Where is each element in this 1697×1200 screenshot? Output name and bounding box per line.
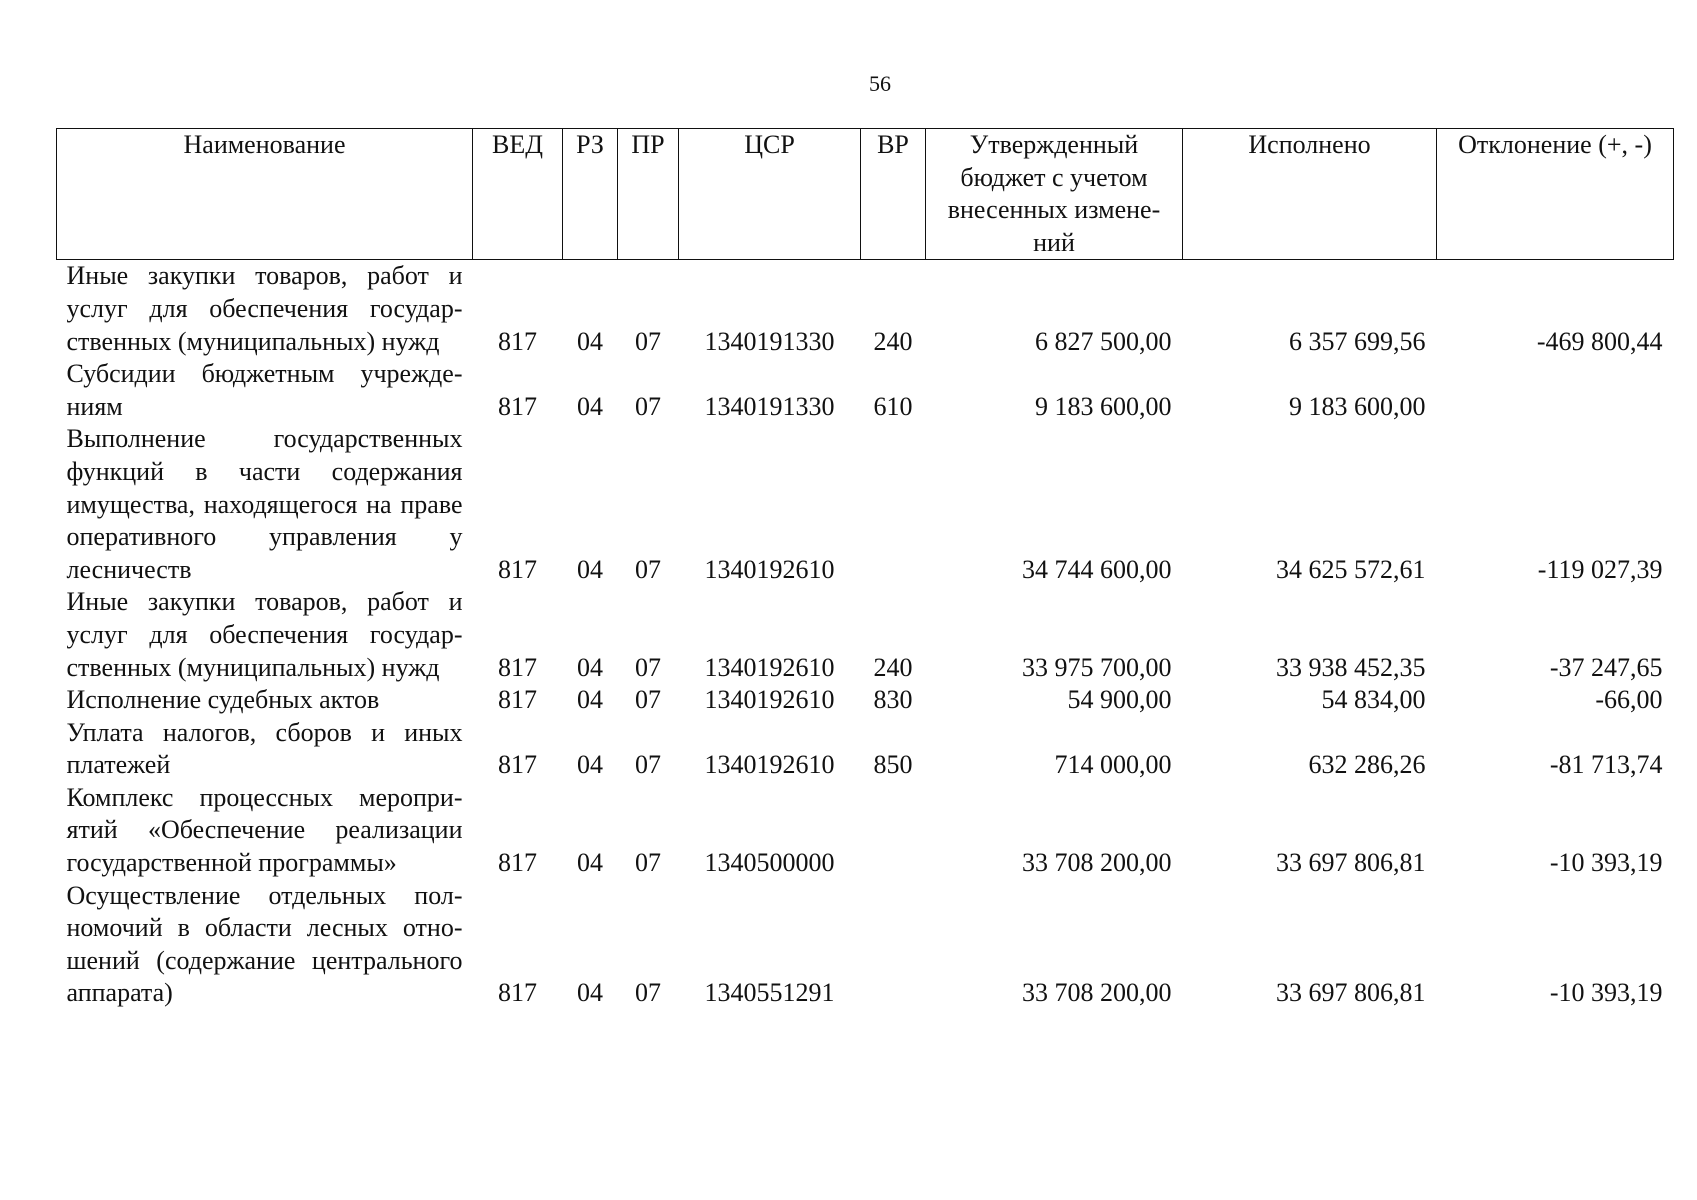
row-vr: 240 [873,326,913,356]
row-approved: 33 975 700,00 [1022,652,1172,682]
row-ved: 817 [498,750,537,780]
row-executed: 9 183 600,00 [1289,391,1426,421]
row-ved: 817 [498,391,537,421]
row-approved: 6 827 500,00 [1035,326,1172,356]
row-pr: 07 [635,652,661,682]
row-name: Исполнение судебных актов [66,685,380,715]
budget-execution-table [56,128,1674,1010]
row-rz: 04 [577,554,603,584]
row-deviation: -81 713,74 [1549,750,1663,780]
row-pr: 07 [635,848,661,878]
row-name: Иные закупки товаров, работ и услуг для обеспечения государственных (муниципальных) нужд [66,261,463,356]
row-rz: 04 [577,750,603,780]
row-ved: 817 [498,978,537,1008]
row-pr: 07 [635,978,661,1008]
header-pr: ПР [618,129,679,260]
header-name: Наименование [57,129,473,260]
row-approved: 33 708 200,00 [1022,978,1172,1008]
table-row [57,684,1674,717]
row-vr [861,782,926,880]
row-rz: 04 [577,652,603,682]
table-body [57,260,1674,1010]
row-vr: 610 [873,391,913,421]
header-vr: ВР [861,129,926,260]
row-deviation: -37 247,65 [1549,652,1663,682]
row-csr: 1340192610 [704,685,835,715]
row-approved: 714 000,00 [1054,750,1172,780]
row-vr: 830 [873,685,913,715]
header-csr: ЦСР [679,129,861,260]
header-row [57,129,1674,260]
table-row [57,260,1674,358]
row-csr: 1340551291 [704,978,835,1008]
row-executed: 34 625 572,61 [1276,554,1426,584]
row-pr: 07 [635,685,661,715]
row-approved: 54 900,00 [1067,685,1172,715]
header-approved-budget: Утвержденный бюджет с учетом внесенных изменений [926,129,1183,260]
row-vr [861,880,926,1010]
header-deviation: Отклонение (+, -) [1437,129,1674,260]
row-name: Иные закупки товаров, работ и услуг для обеспечения государственных (муниципальных) нужд [66,587,463,682]
table-row [57,782,1674,880]
row-rz: 04 [577,326,603,356]
row-rz: 04 [577,978,603,1008]
row-csr: 1340192610 [704,750,835,780]
table-row [57,358,1674,423]
header-executed: Исполнено [1183,129,1437,260]
row-executed: 632 286,26 [1308,750,1426,780]
row-name: Осуществление отдельных полномочий в области лесных отношений (содержание центрального аппарата) [66,880,463,1008]
row-deviation: -66,00 [1595,685,1663,715]
row-pr: 07 [635,554,661,584]
table-row [57,586,1674,684]
header-ved: ВЕД [473,129,563,260]
row-ved: 817 [498,685,537,715]
row-executed: 6 357 699,56 [1289,326,1426,356]
header-rz: РЗ [563,129,618,260]
row-vr [861,423,926,586]
row-executed: 33 938 452,35 [1276,652,1426,682]
row-ved: 817 [498,652,537,682]
row-pr: 07 [635,391,661,421]
row-executed: 33 697 806,81 [1276,848,1426,878]
row-name: Уплата налогов, сборов и иных платежей [66,717,463,780]
row-csr: 1340500000 [704,848,835,878]
row-deviation [1437,358,1674,423]
row-deviation: -10 393,19 [1549,848,1663,878]
row-rz: 04 [577,391,603,421]
row-name: Выполнение государственных функций в части содержания имущества, находящегося на праве оперативного управления у лесничеств [66,424,463,584]
row-pr: 07 [635,326,661,356]
row-csr: 1340191330 [704,391,835,421]
table-row [57,880,1674,1010]
row-approved: 34 744 600,00 [1022,554,1172,584]
row-ved: 817 [498,326,537,356]
row-csr: 1340192610 [704,652,835,682]
row-pr: 07 [635,750,661,780]
row-approved: 33 708 200,00 [1022,848,1172,878]
row-rz: 04 [577,848,603,878]
row-executed: 33 697 806,81 [1276,978,1426,1008]
table-header [57,129,1674,260]
page-number: 56 [869,71,891,96]
row-deviation: -119 027,39 [1537,554,1663,584]
row-executed: 54 834,00 [1321,685,1426,715]
row-deviation: -469 800,44 [1536,326,1663,356]
row-ved: 817 [498,554,537,584]
row-name: Субсидии бюджетным учреждениям [66,359,463,421]
row-rz: 04 [577,685,603,715]
table-row [57,717,1674,782]
row-csr: 1340191330 [704,326,835,356]
row-name: Комплекс процессных мероприятий «Обеспечение реализации государственной программы» [66,782,463,878]
row-vr: 850 [873,750,913,780]
table-row [57,423,1674,586]
row-csr: 1340192610 [704,554,835,584]
row-deviation: -10 393,19 [1549,978,1663,1008]
row-approved: 9 183 600,00 [1035,391,1172,421]
row-ved: 817 [498,848,537,878]
row-vr: 240 [873,652,913,682]
